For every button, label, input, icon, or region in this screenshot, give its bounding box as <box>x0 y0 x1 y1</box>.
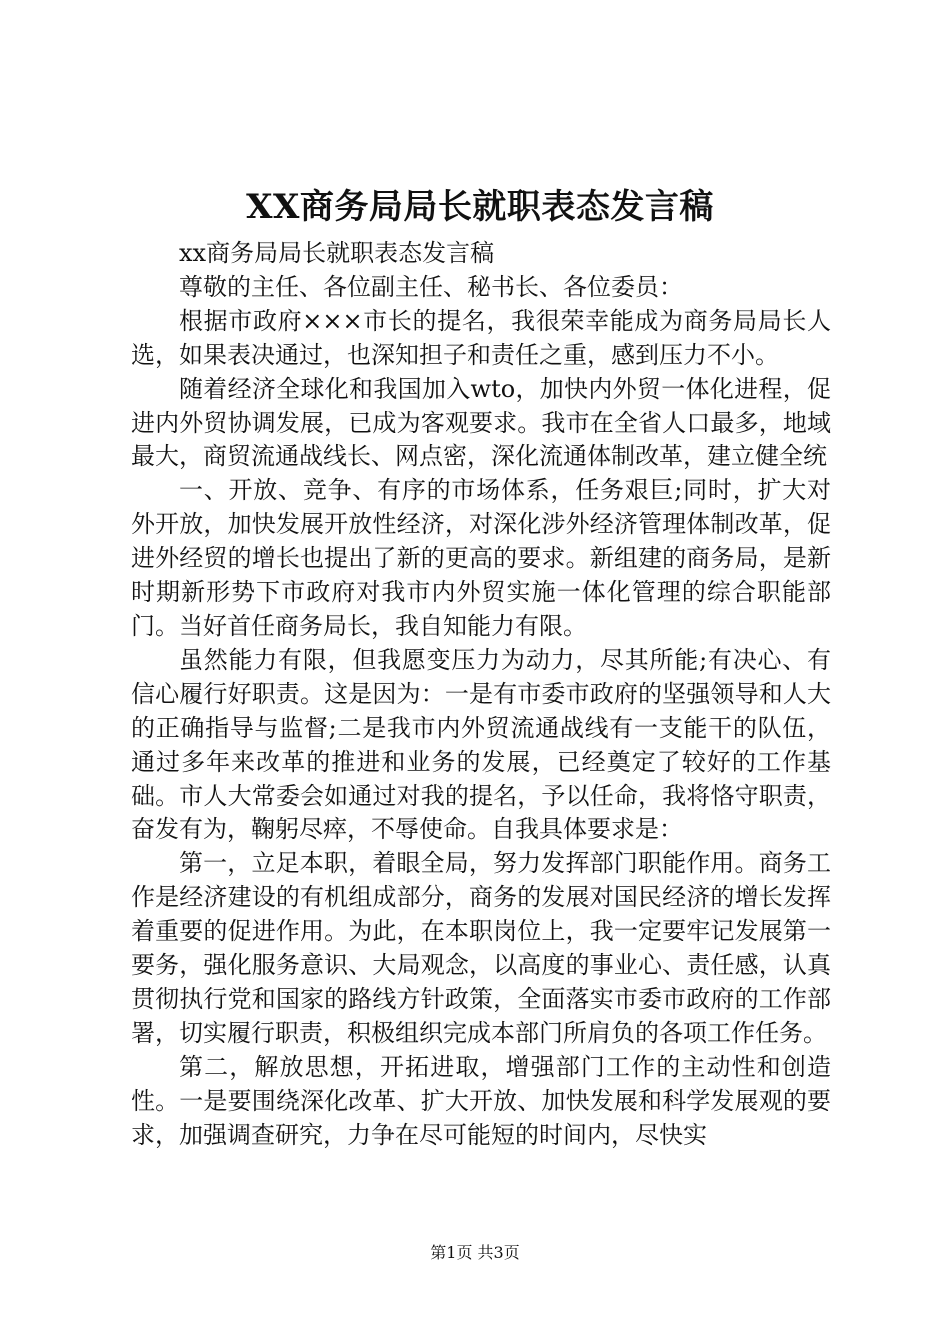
paragraph: 第一，立足本职，着眼全局，努力发挥部门职能作用。商务工作是经济建设的有机组成部分，商务的发展对国民经济的增长发挥着重要的促进作用。为此，在本职岗位上，我一定要牢记发展第一要务，强化服务意识、大局观念，以高度的事业心、责任感，认真贯彻执行党和国家的路线方针政策，全面落实市委市政府的工作部署，切实履行职责，积极组织完成本部门所肩负的各项工作任务。 <box>131 849 831 1047</box>
document-title: XX商务局局长就职表态发言稿 <box>246 187 714 227</box>
paragraph-subtitle: xx商务局局长就职表态发言稿 <box>179 239 495 267</box>
paragraph: 随着经济全球化和我国加入wto，加快内外贸一体化进程，促进内外贸协调发展，已成为客观要求。我市在全省人口最多，地域最大，商贸流通战线长、网点密，深化流通体制改革，建立健全统 <box>131 374 831 471</box>
paragraph-salutation: 尊敬的主任、各位副主任、秘书长、各位委员： <box>179 272 683 301</box>
paragraph: 虽然能力有限，但我愿变压力为动力，尽其所能;有决心、有信心履行好职责。这是因为：一是有市委市政府的坚强领导和人大的正确指导与监督;二是我市内外贸流通战线有一支能干的队伍，通过多年来改革的推进和业务的发展，已经奠定了较好的工作基础。市人大常委会如通过对我的提名，予以任命，我将恪守职责，奋发有为，鞠躬尽瘁，不辱使命。自我具体要求是： <box>131 645 831 844</box>
paragraph: 根据市政府×××市长的提名，我很荣幸能成为商务局局长人选，如果表决通过，也深知担子和责任之重，感到压力不小。 <box>131 306 831 369</box>
document-body <box>131 237 831 1152</box>
paragraph: 一、开放、竞争、有序的市场体系，任务艰巨;同时，扩大对外开放，加快发展开放性经济，对深化涉外经济管理体制改革，促进外经贸的增长也提出了新的更高的要求。新组建的商务局，是新时期新形势下市政府对我市内外贸实施一体化管理的综合职能部门。当好首任商务局长，我自知能力有限。 <box>131 476 831 640</box>
paragraph: 第二，解放思想，开拓进取，增强部门工作的主动性和创造性。一是要围绕深化改革、扩大开放、加快发展和科学发展观的要求，加强调查研究，力争在尽可能短的时间内，尽快实 <box>131 1052 831 1149</box>
page-footer: 第1页 共3页 <box>430 1243 520 1262</box>
